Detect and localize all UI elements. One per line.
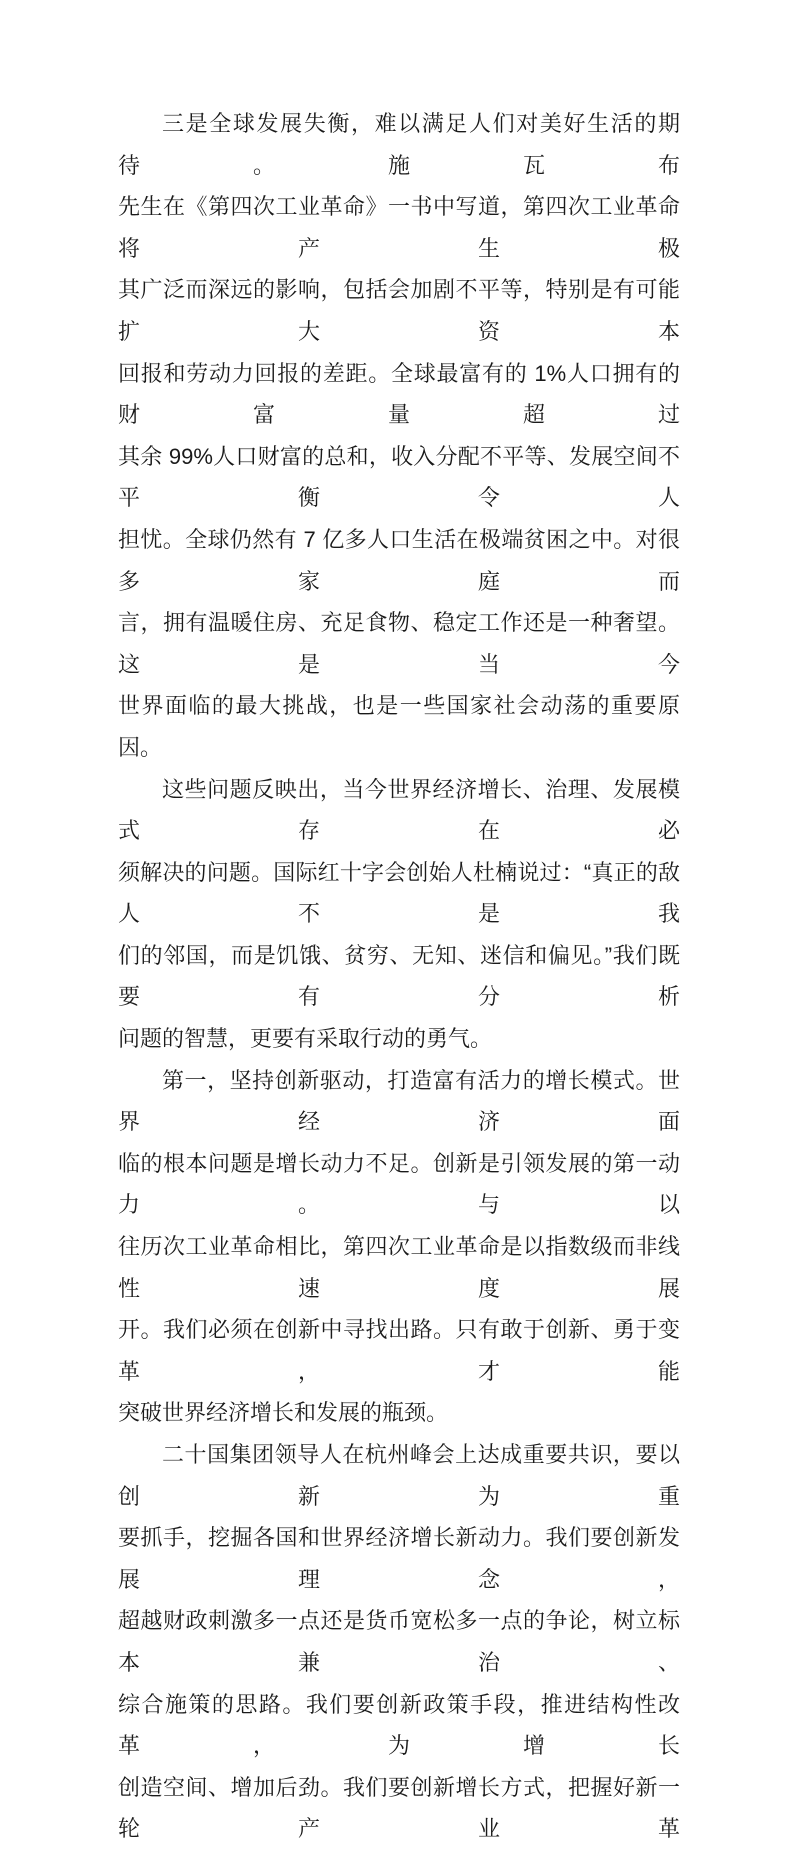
text-line: 临的根本问题是增长动力不足。创新是引领发展的第一动力。与以 bbox=[118, 1150, 680, 1218]
text-line: 们的邻国，而是饥饿、贫穷、无知、迷信和偏见。”我们既要有分析 bbox=[118, 942, 680, 1010]
text-line: 超越财政刺激多一点还是货币宽松多一点的争论，树立标本兼治、 bbox=[118, 1608, 680, 1675]
text-line: 其余 99%人口财富的总和，收入分配不平等、发展空间不平衡令人 bbox=[118, 443, 680, 511]
text-line: 担忧。全球仍然有 7 亿多人口生活在极端贫困之中。对很多家庭而 bbox=[118, 526, 680, 594]
text-line: 往历次工业革命相比，第四次工业革命是以指数级而非线性速度展 bbox=[118, 1234, 680, 1301]
text-line: 第一，坚持创新驱动，打造富有活力的增长模式。世界经济面 bbox=[118, 1067, 680, 1135]
text-line: 世界面临的最大挑战，也是一些国家社会动荡的重要原因。 bbox=[118, 693, 680, 760]
text-line: 回报和劳动力回报的差距。全球最富有的 1%人口拥有的财富量超过 bbox=[118, 360, 680, 428]
text-line: 先生在《第四次工业革命》一书中写道，第四次工业革命将产生极 bbox=[118, 194, 680, 261]
text-line: 突破世界经济增长和发展的瓶颈。 bbox=[118, 1400, 449, 1426]
text-line: 综合施策的思路。我们要创新政策手段，推进结构性改革，为增长 bbox=[118, 1691, 680, 1759]
paragraph bbox=[118, 1434, 680, 1850]
text-line: 创造空间、增加后劲。我们要创新增长方式，把握好新一轮产业革 bbox=[118, 1774, 680, 1842]
text-line: 要抓手，挖掘各国和世界经济增长新动力。我们要创新发展理念， bbox=[118, 1525, 680, 1592]
text-line: 问题的智慧，更要有采取行动的勇气。 bbox=[118, 1026, 493, 1052]
text-line: 言，拥有温暖住房、充足食物、稳定工作还是一种奢望。这是当今 bbox=[118, 610, 680, 677]
text-line: 须解决的问题。国际红十字会创始人杜楠说过：“真正的敌人不是我 bbox=[118, 859, 680, 927]
paragraph bbox=[118, 1060, 680, 1434]
paragraph bbox=[118, 769, 680, 1060]
paragraph bbox=[118, 103, 680, 769]
text-line: 二十国集团领导人在杭州峰会上达成重要共识，要以创新为重 bbox=[118, 1442, 680, 1509]
text-line: 三是全球发展失衡，难以满足人们对美好生活的期待。施瓦布 bbox=[118, 111, 680, 178]
text-line: 开。我们必须在创新中寻找出路。只有敢于创新、勇于变革，才能 bbox=[118, 1317, 680, 1384]
text-line: 其广泛而深远的影响，包括会加剧不平等，特别是有可能扩大资本 bbox=[118, 277, 680, 344]
text-line: 这些问题反映出，当今世界经济增长、治理、发展模式存在必 bbox=[118, 776, 680, 844]
